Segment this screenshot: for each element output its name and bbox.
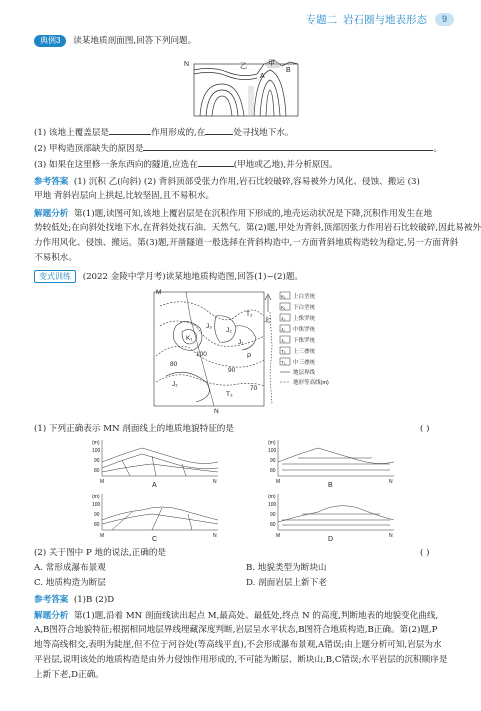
profile-d (268, 490, 398, 542)
geologic-section-figure (182, 56, 302, 120)
svg-text:J₁: J₁ (281, 338, 285, 343)
map-label-n: N (214, 408, 219, 415)
svg-text:J₂: J₂ (172, 381, 178, 388)
chapter-label: 专题二 (305, 14, 338, 26)
map-legend (280, 292, 329, 386)
svg-text:100: 100 (92, 448, 101, 454)
svg-text:70: 70 (250, 385, 258, 392)
option-a: A. 常形成瀑布景观 (34, 563, 106, 573)
svg-text:地层界线: 地层界线 (293, 370, 316, 376)
svg-text:N: N (213, 533, 217, 539)
svg-text:J₃: J₃ (281, 316, 286, 321)
variant-analysis-line2: A,B图符合地貌特征;根据相同地层界线埋藏深度判断,岩层呈水平状态,B图符合地质构造,B正确。第(2)题,P (34, 625, 438, 635)
svg-text:90: 90 (94, 512, 100, 518)
example-analysis-line3: 力作用风化、侵蚀、搬运。第(3)题,开凿隧道一般选择在背斜构造中,一方面背斜地质构造较为稳定,另一方面背斜 (34, 238, 459, 248)
profile-label-a: A (152, 482, 157, 489)
svg-text:上三叠统: 上三叠统 (293, 349, 316, 355)
variant-analysis-line4: 平岩层,说明该处的地质构造是由外力侵蚀作用形成的,不可能为断层、断块山,B,C错误;水平岩层的沉积顺序是 (34, 655, 448, 665)
svg-text:J₂: J₂ (281, 327, 285, 332)
profile-a (92, 436, 222, 488)
svg-text:T₂: T₂ (246, 311, 253, 318)
chapter-title: 岩石圈与地表形态 (342, 14, 427, 26)
map-label-m: M (156, 289, 162, 296)
svg-text:(m): (m) (92, 494, 100, 500)
option-c: C. 地质构造为断层 (34, 578, 106, 588)
option-b: B. 地貌类型为断块山 (246, 563, 327, 573)
svg-text:80: 80 (170, 361, 178, 368)
variant-q1: (1) 下列正确表示 MN 剖面线上的地质地貌特征的是 (34, 424, 234, 434)
fig-label-b: B (286, 67, 291, 74)
svg-text:N: N (389, 479, 393, 485)
fig-label-n: N (184, 61, 190, 68)
example-intro: 典例3 读某地质剖面图,回答下列问题。 (34, 34, 196, 49)
variant-answer: 参考答案 (1)B (2)D (34, 594, 115, 605)
svg-text:80: 80 (270, 468, 276, 474)
svg-text:K₁: K₁ (186, 335, 193, 342)
svg-text:下侏罗统: 下侏罗统 (293, 338, 316, 344)
variant-q2-bracket: ( ) (420, 548, 430, 558)
svg-text:J₂: J₂ (226, 327, 232, 334)
geologic-map (146, 286, 329, 415)
svg-text:M: M (276, 533, 281, 539)
profile-label-b: B (328, 482, 333, 489)
svg-text:T₃: T₃ (281, 349, 286, 354)
svg-text:N: N (213, 479, 217, 485)
svg-text:地形等高线(m): 地形等高线(m) (293, 380, 329, 386)
svg-text:M: M (100, 479, 105, 485)
svg-text:80: 80 (94, 468, 100, 474)
svg-text:M: M (276, 479, 281, 485)
example-answer-line2: 甲地 背斜岩层向上拱起,比较坚固,且不易积水。 (34, 191, 215, 201)
svg-text:80: 80 (270, 522, 276, 528)
variant-analysis-line3: 地等高线相交,表明为陡崖,但不位于河谷处(等高线平直),不会形成瀑布景观,A错误;由上题分析可知,岩层为水 (34, 640, 442, 650)
example-answer: 参考答案 (1) 沉积 乙(向斜) (2) 背斜顶部受张力作用,岩石比较破碎,容易被外力风化、侵蚀、搬运 (3) (34, 176, 420, 187)
fig-label-a: A (260, 73, 265, 80)
example-tag: 典例3 (34, 35, 66, 47)
page-header (306, 12, 454, 27)
variant-analysis-line1: 解题分析 第(1)题,沿着 MN 剖面线读出起点 M,最高处、最低处,终点 N 的高度,判断地表的地貌变化曲线, (34, 610, 439, 621)
profile-label-c: C (152, 536, 158, 543)
example-analysis-line4: 不易积水。 (34, 253, 77, 263)
page-number: 9 (435, 13, 454, 26)
profile-label-d: D (328, 536, 334, 543)
fig-label-yi: 乙 (240, 63, 247, 70)
variant-q2: (2) 关于图中 P 地的说法,正确的是 (34, 548, 167, 558)
svg-text:100: 100 (268, 448, 277, 454)
svg-text:J₃: J₃ (206, 323, 212, 330)
svg-text:90: 90 (228, 367, 236, 374)
svg-text:N: N (389, 533, 393, 539)
variant-q1-bracket: ( ) (420, 424, 430, 434)
fig-label-jia: 甲 (268, 60, 275, 67)
example-q1: (1) 该地上覆盖层是 作用形成的,在 处寻找地下水。 (34, 128, 294, 138)
svg-text:T₃: T₃ (226, 391, 233, 398)
svg-text:K₁: K₁ (281, 305, 286, 310)
svg-text:J₁: J₁ (238, 339, 244, 346)
analysis-label: 解题分析 (34, 208, 69, 218)
svg-text:(m): (m) (92, 440, 100, 446)
example-q2: (2) 甲构造顶部缺失的原因是 。 (34, 144, 443, 154)
variant-intro: 变式训练 (2022 金陵中学月考)读某地地质构造图,回答(1)~(2)题。 (34, 270, 303, 285)
svg-text:80: 80 (94, 522, 100, 528)
svg-text:上白垩统: 上白垩统 (293, 294, 316, 300)
svg-text:90: 90 (94, 458, 100, 464)
variant-tag: 变式训练 (34, 270, 76, 283)
svg-text:M: M (100, 533, 105, 539)
svg-text:(m): (m) (268, 440, 276, 446)
map-label-p: P (247, 353, 252, 360)
svg-text:(m): (m) (268, 494, 276, 500)
svg-text:100: 100 (92, 502, 101, 508)
svg-text:90: 90 (270, 512, 276, 518)
example-analysis-line1: 解题分析 第(1)题,读图可知,该地上覆岩层是在沉积作用下形成的,地壳运动状况是下降,沉积作用发生在地 (34, 208, 433, 219)
profile-c (92, 490, 222, 542)
example-q3: (3) 如果在这里修一条东西向的隧道,应选在 (甲地或乙地),并分析原因。 (34, 160, 338, 170)
svg-text:下白垩统: 下白垩统 (293, 305, 316, 311)
svg-text:中侏罗统: 中侏罗统 (293, 327, 316, 333)
svg-text:100: 100 (196, 351, 207, 358)
variant-analysis-line5: 上新下老,D正确。 (34, 670, 104, 680)
svg-text:100: 100 (268, 502, 277, 508)
svg-text:中三叠统: 中三叠统 (293, 360, 316, 366)
option-d: D. 剖面岩层上新下老 (246, 578, 327, 588)
svg-text:T₂: T₂ (281, 360, 286, 365)
svg-text:90: 90 (270, 458, 276, 464)
map-label-bei: 北 (264, 317, 271, 324)
profile-b (268, 436, 398, 488)
svg-text:上侏罗统: 上侏罗统 (293, 316, 316, 322)
svg-text:K₁: K₁ (281, 294, 286, 299)
answer-label: 参考答案 (34, 176, 69, 186)
example-analysis-line2: 势较低处;在向斜处找地下水,在背斜处找石油、天然气。第(2)题,甲处为背斜,顶部因张力作用岩石比较破碎,因此易被外 (34, 223, 481, 233)
